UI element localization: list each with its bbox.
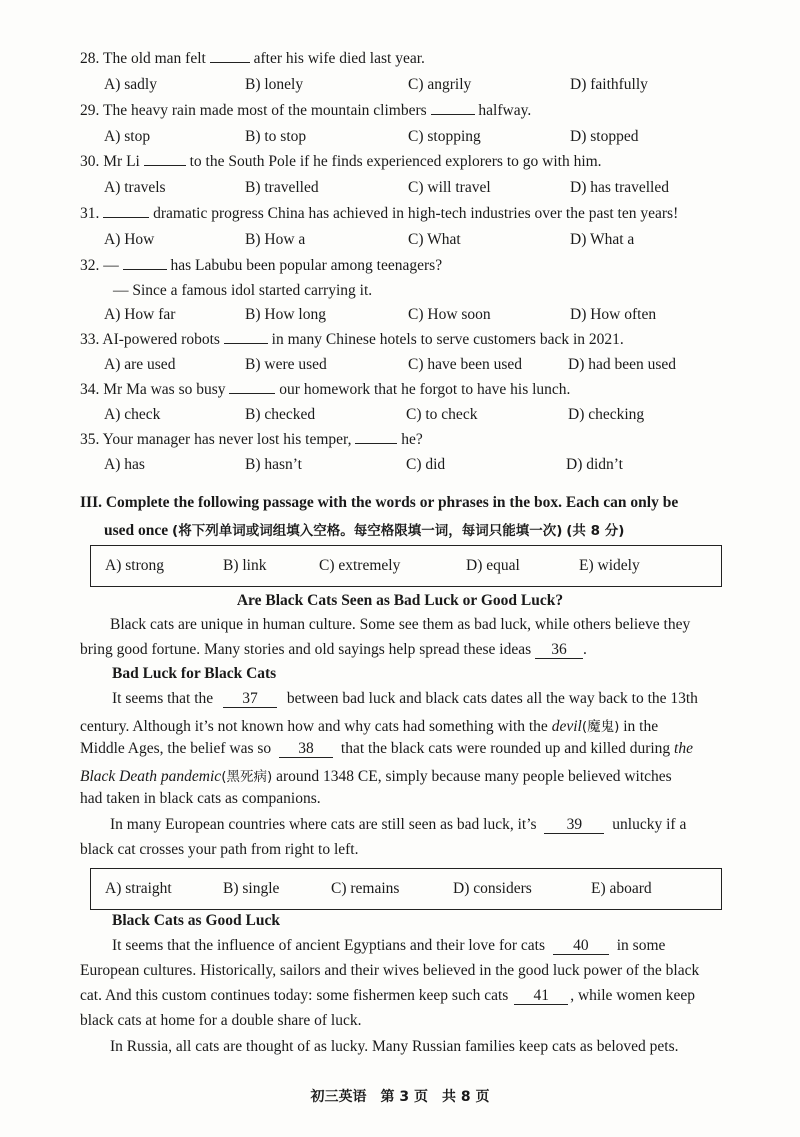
- option: D) faithfully: [570, 76, 648, 93]
- question-text: to the South Pole if he finds experienced explorers to go with him.: [189, 153, 602, 170]
- word-option: E) aboard: [591, 880, 652, 897]
- answer-blank-41: 41: [514, 988, 568, 1005]
- word-option: A) strong: [105, 557, 164, 574]
- option: A) has: [104, 456, 145, 473]
- paragraph-line: [80, 765, 672, 786]
- option: D) didn’t: [566, 456, 623, 473]
- paragraph-line: had taken in black cats as companions.: [80, 790, 321, 807]
- paragraph-text: devil: [551, 718, 582, 735]
- word-box-2: [90, 868, 722, 910]
- option: B) checked: [245, 406, 316, 423]
- question-29: [80, 102, 531, 120]
- paragraph-text: in the: [623, 718, 659, 735]
- answer-blank-39: 39: [544, 817, 604, 834]
- word-option: B) single: [223, 880, 280, 897]
- paragraph-line: [112, 690, 698, 708]
- question-33: [80, 331, 624, 349]
- option: C) did: [406, 456, 446, 473]
- option: B) How a: [245, 231, 306, 248]
- question-text: 31.: [80, 205, 100, 222]
- section-heading: III. Complete the following passage with the words or phrases in the box. Each can only be: [80, 494, 679, 511]
- option: D) How often: [570, 306, 657, 323]
- option: A) How: [104, 231, 155, 248]
- paragraph-text: bring good fortune. Many stories and old sayings help spread these ideas: [80, 641, 532, 658]
- paragraph-line: bring good fortune. Many stories and old sayings help spread these ideas 36 .: [80, 641, 587, 658]
- option: D) had been used: [568, 356, 677, 373]
- section-instruction: used once: [104, 522, 169, 539]
- option: C) stopping: [408, 128, 481, 145]
- option: D) has travelled: [570, 179, 669, 196]
- word-option: A) straight: [105, 880, 172, 897]
- section-points: (共 8 分): [566, 523, 625, 539]
- option: B) How long: [245, 306, 326, 323]
- paragraph-text-cn: (魔鬼): [581, 719, 620, 735]
- option: B) to stop: [245, 128, 307, 145]
- paragraph-text: In many European countries where cats are still seen as bad luck, it’s: [110, 816, 537, 833]
- question-text: 32. —: [80, 257, 119, 274]
- question-text: in many Chinese hotels to serve customers back in 2021.: [271, 331, 624, 348]
- option: C) will travel: [408, 179, 491, 196]
- answer-blank: [229, 393, 275, 394]
- paragraph-text: It seems that the: [112, 690, 214, 707]
- paragraph-text: It seems that the influence of ancient Egyptians and their love for cats: [112, 937, 545, 954]
- paragraph-text: unlucky if a: [612, 816, 687, 833]
- answer-blank-40: 40: [553, 938, 609, 955]
- question-text: he?: [401, 431, 423, 448]
- passage-title: Are Black Cats Seen as Bad Luck or Good Luck?: [236, 592, 564, 609]
- paragraph-text: , while women keep: [570, 987, 696, 1004]
- paragraph-line: In Russia, all cats are thought of as lucky. Many Russian families keep cats as beloved pets.: [110, 1038, 679, 1055]
- word-option: C) extremely: [319, 557, 401, 574]
- word-box-1: [90, 545, 722, 587]
- question-text: halfway.: [478, 102, 532, 119]
- paragraph-line: [110, 816, 686, 834]
- section-instruction-cn: (将下列单词或词组填入空格。每空格限填一词，每词只能填一次): [172, 523, 563, 539]
- question-28: [80, 50, 425, 68]
- question-text: 35. Your manager has never lost his temper,: [80, 431, 352, 448]
- option: B) travelled: [245, 179, 319, 196]
- answer-blank: [355, 443, 397, 444]
- option: B) were used: [245, 356, 327, 373]
- option: A) are used: [104, 356, 176, 373]
- question-text: 28. The old man felt: [80, 50, 206, 67]
- question-text: has Labubu been popular among teenagers?: [170, 257, 443, 274]
- option: A) How far: [104, 306, 176, 323]
- paragraph-text-cn: (黑死病): [221, 769, 273, 785]
- question-32: [80, 257, 442, 275]
- option: C) How soon: [408, 306, 491, 323]
- question-text: 34. Mr Ma was so busy: [80, 381, 226, 398]
- paragraph-text: around 1348 CE, simply because many people believed witches: [276, 768, 672, 785]
- section-heading-line2: [104, 519, 624, 540]
- word-option: B) link: [223, 557, 267, 574]
- paragraph-line: European cultures. Historically, sailors and their wives believed in the good luck power of the black: [80, 962, 700, 979]
- paragraph-line: [80, 740, 693, 758]
- page-footer: 初三英语 第 3 页 共 8 页: [310, 1089, 490, 1105]
- question-text: 29. The heavy rain made most of the mountain climbers: [80, 102, 427, 119]
- paragraph-line: [80, 987, 695, 1005]
- question-text: our homework that he forgot to have his lunch.: [279, 381, 571, 398]
- paragraph-line: [80, 715, 658, 736]
- option: A) sadly: [104, 76, 157, 93]
- paragraph-line: black cats at home for a double share of luck.: [80, 1012, 362, 1029]
- paragraph-line: Black cats are unique in human culture. Some see them as bad luck, while others believe they: [110, 616, 691, 633]
- option: D) What a: [570, 231, 635, 248]
- paragraph-text: that the black cats were rounded up and killed during: [340, 740, 671, 757]
- paragraph-text: Black Death pandemic: [80, 768, 222, 785]
- paragraph-line: black cat crosses your path from right to left.: [80, 841, 359, 858]
- option: D) stopped: [570, 128, 639, 145]
- paragraph-text: in some: [616, 937, 666, 954]
- option: A) stop: [104, 128, 151, 145]
- question-text: after his wife died last year.: [253, 50, 425, 67]
- answer-blank-38: 38: [279, 741, 333, 758]
- option: D) checking: [568, 406, 645, 423]
- paragraph-line: [112, 937, 665, 955]
- option: C) have been used: [408, 356, 523, 373]
- word-option: E) widely: [579, 557, 640, 574]
- subheading: Bad Luck for Black Cats: [112, 665, 277, 682]
- paragraph-text: between bad luck and black cats dates all the way back to the 13th: [286, 690, 698, 707]
- question-34: [80, 381, 570, 399]
- option: A) travels: [104, 179, 166, 196]
- subheading: Black Cats as Good Luck: [112, 912, 280, 929]
- answer-blank: [123, 269, 167, 270]
- option: C) to check: [406, 406, 478, 423]
- question-text: dramatic progress China has achieved in high-tech industries over the past ten years!: [153, 205, 679, 222]
- word-option: D) equal: [466, 557, 520, 574]
- answer-blank: [224, 343, 268, 344]
- question-30: [80, 153, 602, 171]
- question-31: [80, 205, 678, 223]
- answer-blank-37: 37: [223, 691, 277, 708]
- answer-blank-36: 36: [535, 642, 583, 659]
- answer-blank: [144, 165, 186, 166]
- word-option: D) considers: [453, 880, 532, 897]
- option: C) angrily: [408, 76, 472, 93]
- question-35: [80, 431, 423, 449]
- paragraph-text: century. Although it’s not known how and why cats had something with the: [80, 718, 548, 735]
- answer-blank: [103, 217, 149, 218]
- option: C) What: [408, 231, 461, 248]
- paragraph-text: cat. And this custom continues today: some fishermen keep such cats: [80, 987, 509, 1004]
- paragraph-text: Middle Ages, the belief was so: [80, 740, 272, 757]
- answer-blank: [210, 62, 250, 63]
- question-reply: — Since a famous idol started carrying it.: [113, 282, 373, 299]
- option: A) check: [104, 406, 161, 423]
- answer-blank: [431, 114, 475, 115]
- question-text: 30. Mr Li: [80, 153, 140, 170]
- paragraph-text: the: [674, 740, 693, 757]
- option: B) hasn’t: [245, 456, 302, 473]
- question-text: 33. AI-powered robots: [80, 331, 220, 348]
- word-option: C) remains: [331, 880, 400, 897]
- option: B) lonely: [245, 76, 304, 93]
